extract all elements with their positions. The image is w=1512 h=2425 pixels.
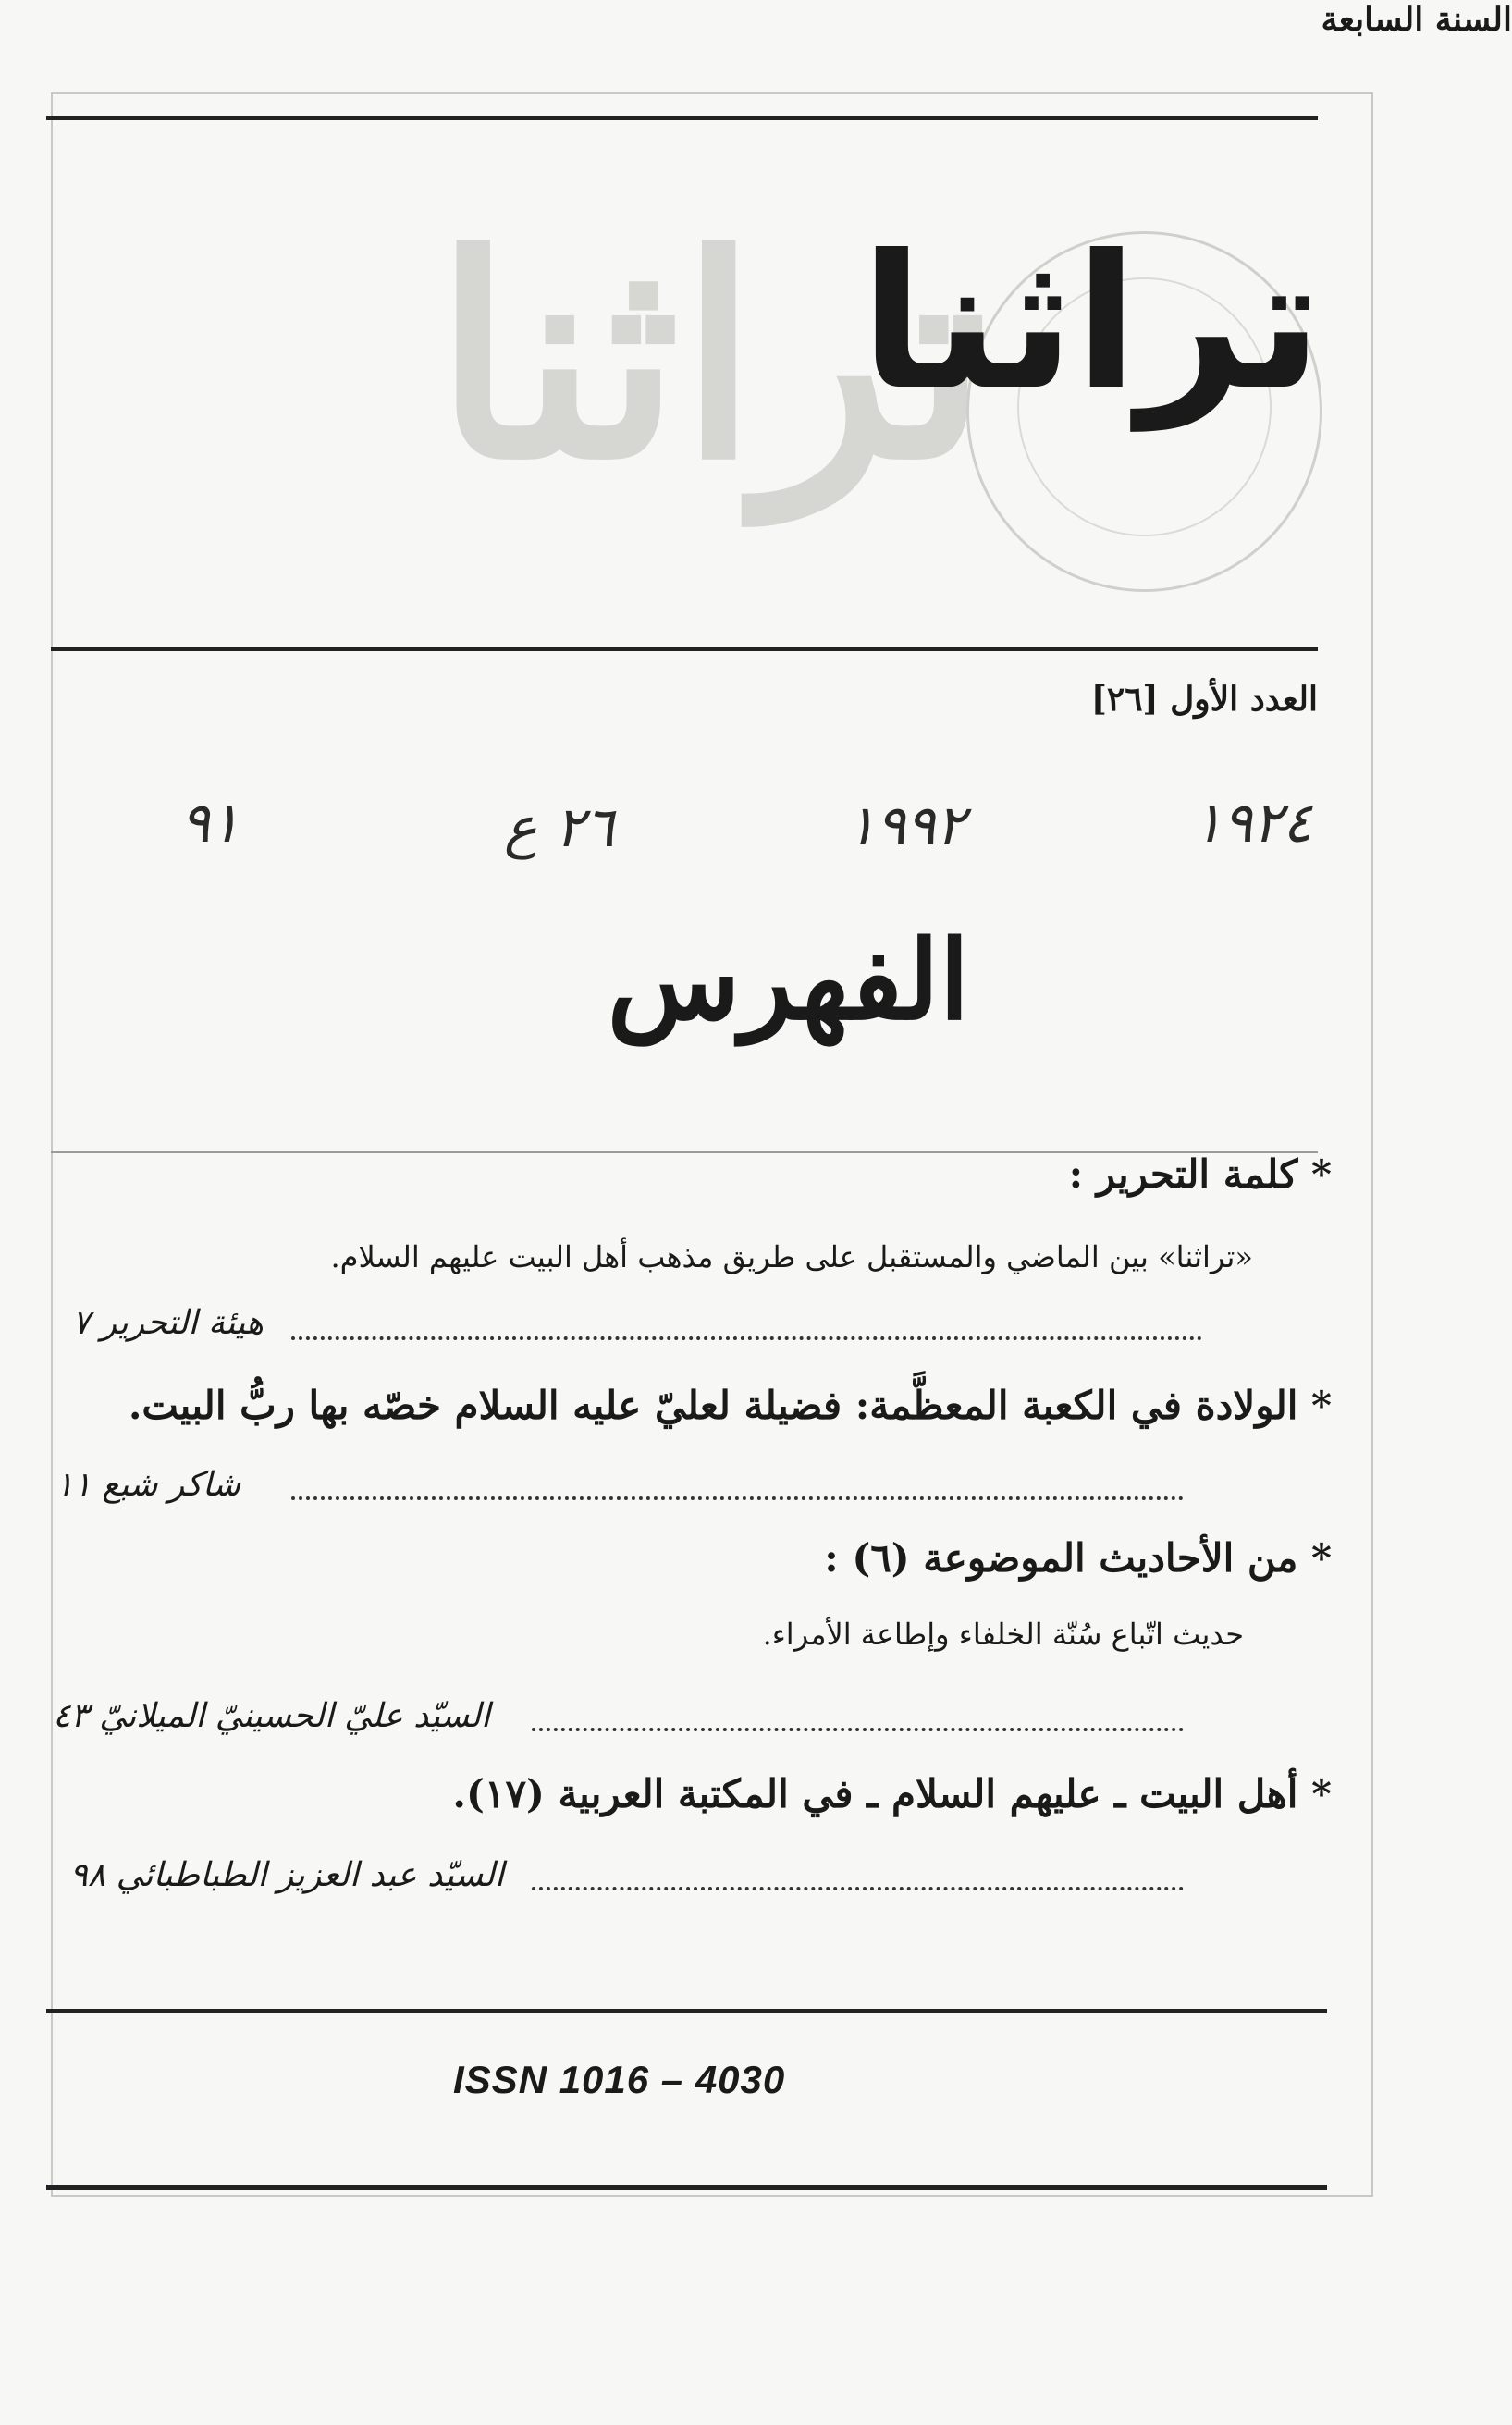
handwritten-note: ٩١ xyxy=(180,791,240,856)
toc-entry-subtitle: حديث اتّباع سُنّة الخلفاء وإطاعة الأمراء. xyxy=(762,1617,1244,1652)
issue-number: العدد الأول [٢٦] xyxy=(1090,680,1318,719)
toc-entry-author: شاكر شبع ١١ xyxy=(55,1466,240,1504)
magazine-title: تراثنا xyxy=(860,215,1322,431)
watermark-logo: تراثنا xyxy=(435,194,988,521)
issn-number: ISSN 1016 – 4030 xyxy=(453,2058,786,2101)
bottom-rule-lower xyxy=(46,2185,1327,2190)
year-label: السنة السابعة xyxy=(1321,0,1512,39)
toc-entry-heading: * أهل البيت ـ عليهم السلام ـ في المكتبة العربية (١٧). xyxy=(452,1771,1332,1816)
toc-entry-author: السيّد عليّ الحسينيّ الميلانيّ ٤٣ xyxy=(53,1697,490,1735)
leader-dots xyxy=(291,1336,1202,1340)
handwritten-note: ١٩٩٢ xyxy=(846,794,965,858)
toc-entry-heading: * كلمة التحرير : xyxy=(1068,1151,1332,1197)
handwritten-note: ١٩٢٤ xyxy=(1193,791,1312,856)
toc-entry-author: هيئة التحرير ٧ xyxy=(71,1304,264,1342)
title-rule xyxy=(51,647,1318,651)
toc-entry-heading: * من الأحاديث الموضوعة (٦) : xyxy=(824,1535,1332,1581)
toc-entry-author: السيّد عبد العزيز الطباطبائي ٩٨ xyxy=(69,1856,504,1894)
toc-entry-heading: * الولادة في الكعبة المعظَّمة: فضيلة لعليّ عليه السلام خصّه بها ربُّ البيت. xyxy=(128,1383,1332,1428)
handwritten-note: ٢٦ ع xyxy=(504,795,615,860)
leader-dots xyxy=(532,1728,1184,1731)
leader-dots xyxy=(532,1887,1184,1890)
index-title: الفهرس xyxy=(607,916,970,1044)
toc-entry-subtitle: «تراثنا» بين الماضي والمستقبل على طريق مذهب أهل البيت عليهم السلام. xyxy=(330,1239,1253,1274)
leader-dots xyxy=(291,1496,1184,1500)
bottom-rule-upper xyxy=(46,2009,1327,2013)
top-rule xyxy=(46,116,1318,120)
